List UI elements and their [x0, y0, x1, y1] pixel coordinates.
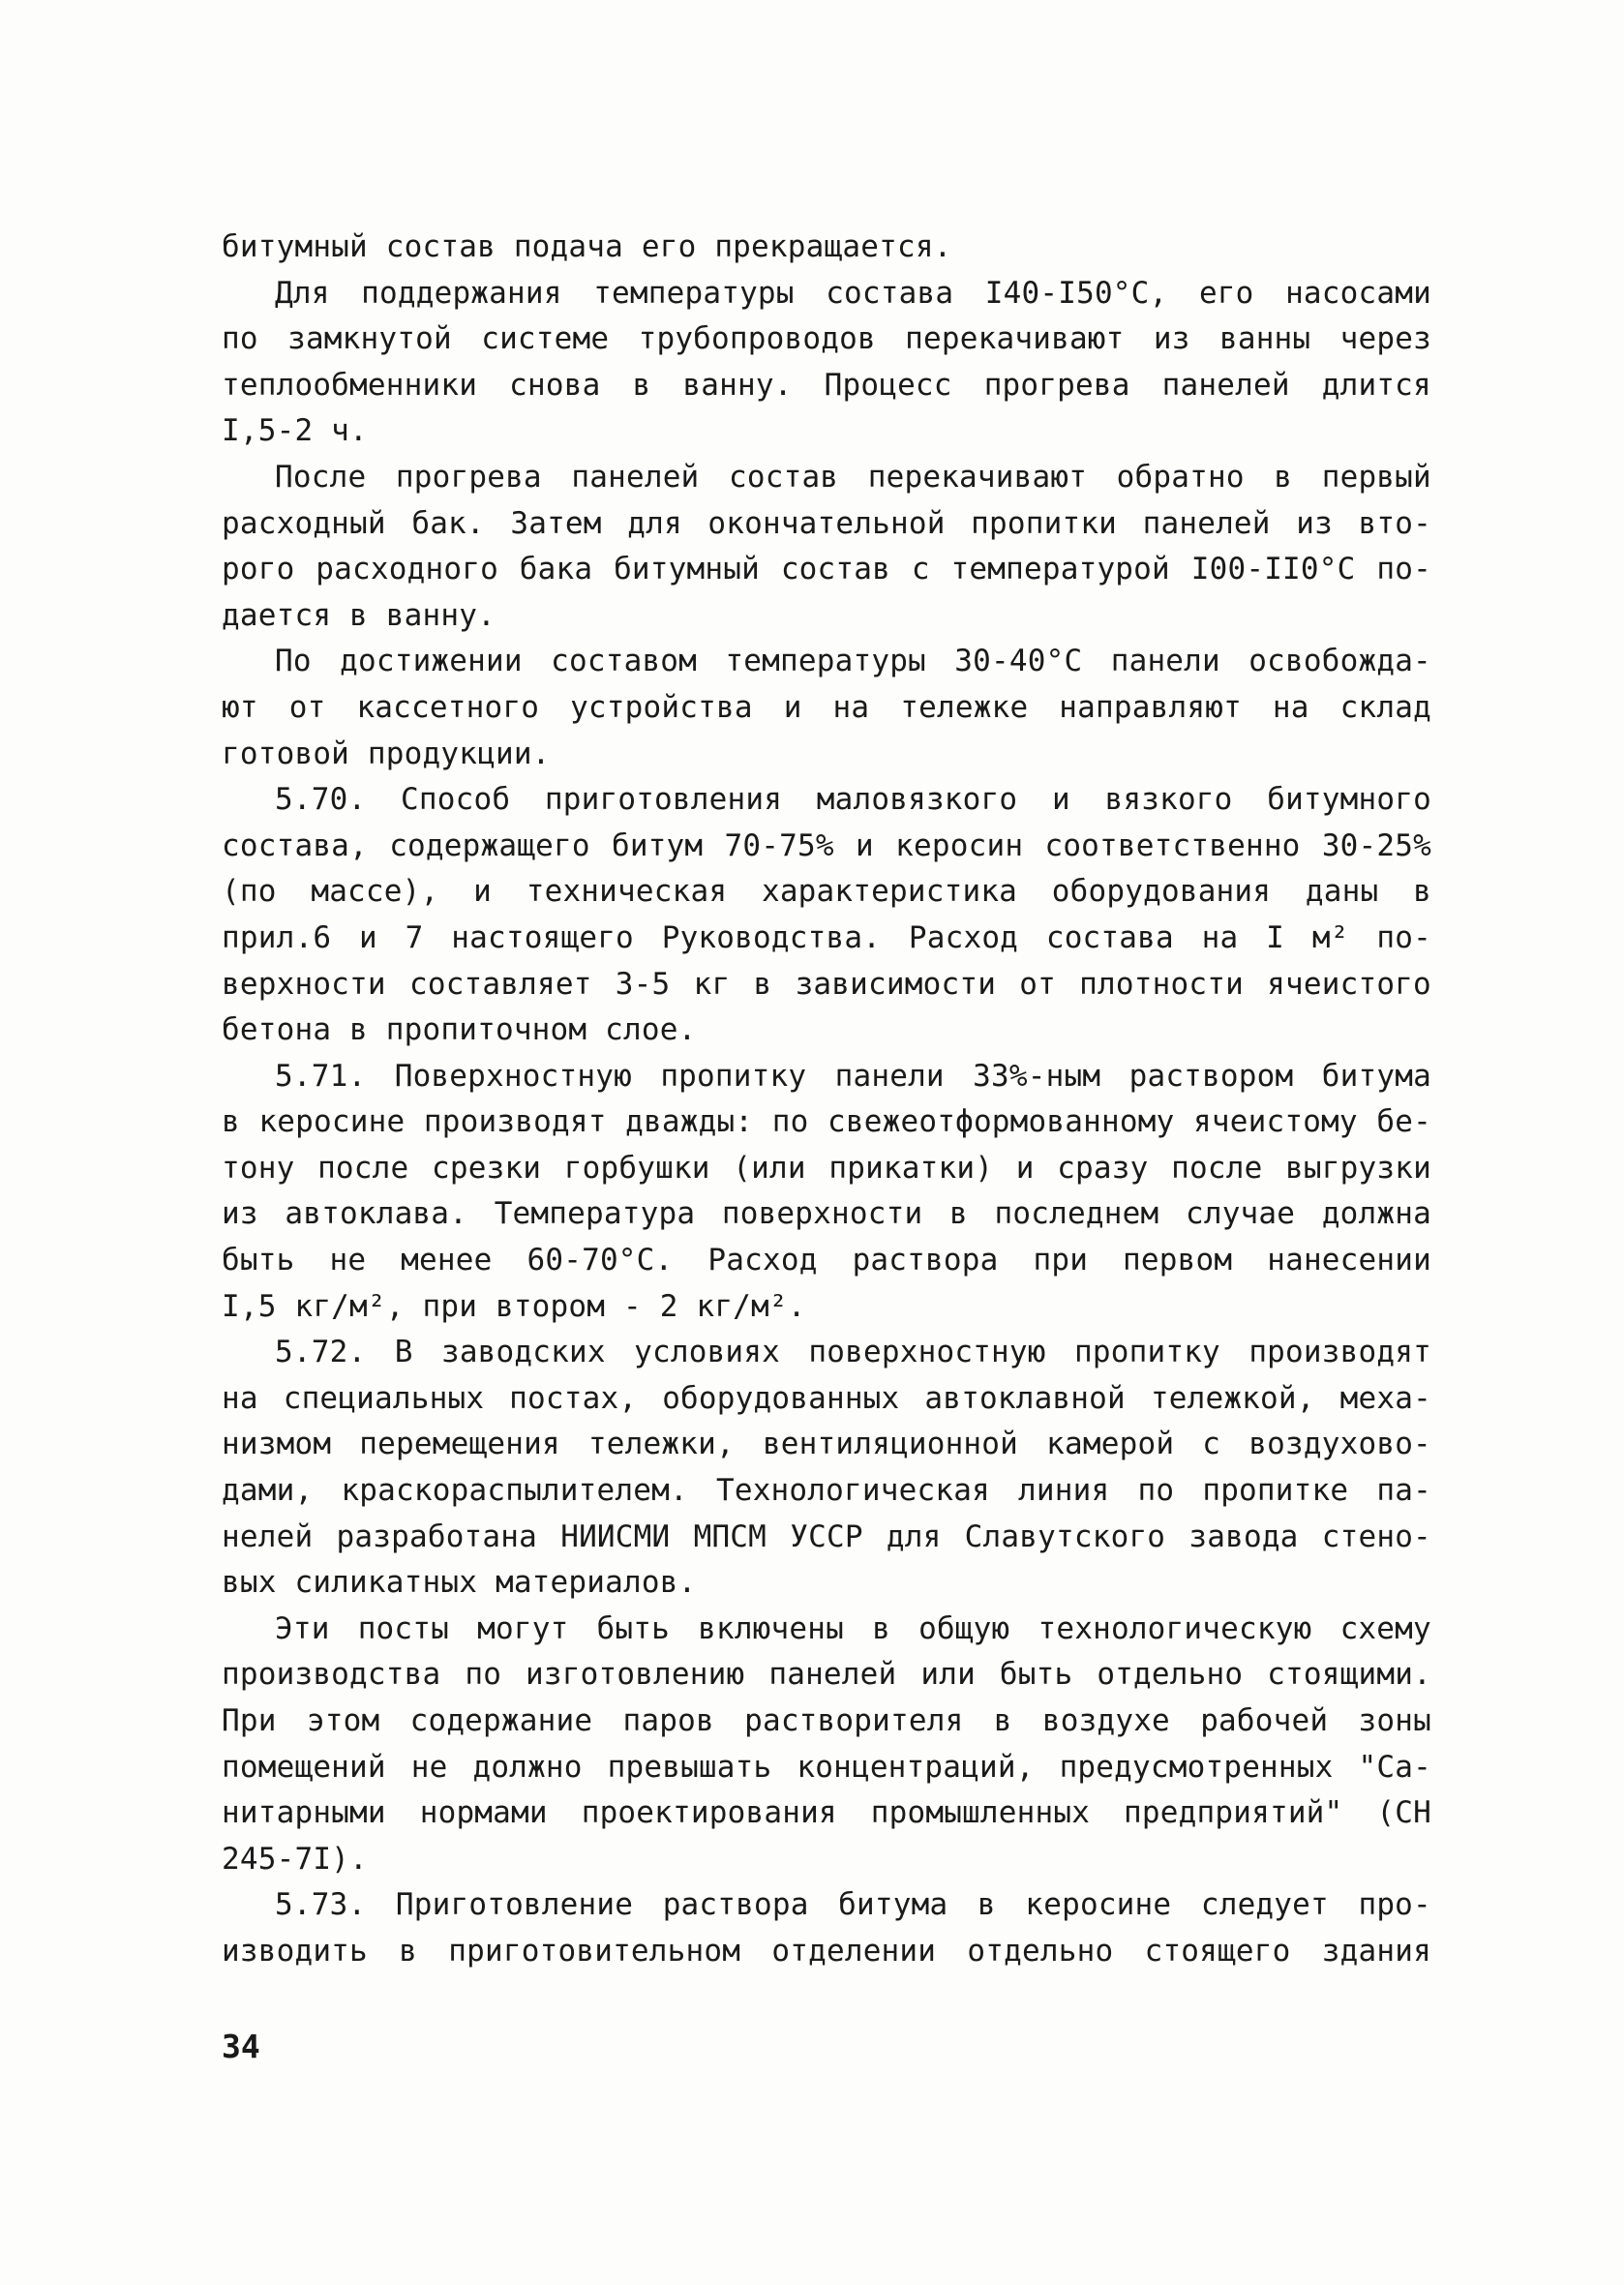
text-line: дается в ванну. — [222, 597, 496, 633]
text-line: вых силикатных материалов. — [222, 1565, 697, 1601]
text-line: I,5 кг/м², при втором - 2 кг/м². — [222, 1288, 806, 1324]
text-line: состава, содержащего битум 70-75% и керосин соответственно 30-25% — [222, 827, 1431, 863]
text-line: При этом содержание паров растворителя в воздухе рабочей зоны — [222, 1703, 1431, 1738]
text-line: в керосине производят дважды: по свежеотформованному ячеистому бе- — [222, 1104, 1431, 1140]
text-line: по замкнутой системе трубопроводов перекачивают из ванны через — [222, 321, 1431, 357]
text-line: помещений не должно превышать концентраций, предусмотренных "Са- — [222, 1749, 1431, 1785]
text-line: быть не менее 60-70°C. Расход раствора при первом нанесении — [222, 1243, 1431, 1278]
text-line: ют от кассетного устройства и на тележке направляют на склад — [222, 689, 1431, 725]
text-line: на специальных постах, оборудованных автоклавной тележкой, меха- — [222, 1380, 1431, 1416]
text-line: верхности составляет 3-5 кг в зависимости от плотности ячеистого — [222, 966, 1431, 1002]
text-line: Эти посты могут быть включены в общую технологическую схему — [275, 1610, 1431, 1646]
text-line: нитарными нормами проектирования промышленных предприятий" (СН — [222, 1795, 1431, 1831]
text-line: теплообменники снова в ванну. Процесс прогрева панелей длится — [222, 367, 1431, 403]
text-line: тону после срезки горбушки (или прикатки) и сразу после выгрузки — [222, 1150, 1431, 1186]
body-text — [222, 225, 1431, 1975]
text-line: бетона в пропиточном слое. — [222, 1012, 697, 1048]
text-line: 5.73. Приготовление раствора битума в керосине следует про- — [275, 1887, 1431, 1923]
text-line: битумный состав подача его прекращается. — [222, 229, 952, 264]
text-line: 5.70. Способ приготовления маловязкого и вязкого битумного — [275, 782, 1431, 818]
text-line: нелей разработана НИИСМИ МПСМ УССР для Славутского завода стено- — [222, 1518, 1431, 1554]
text-line: 245-7I). — [222, 1841, 368, 1877]
text-line: производства по изготовлению панелей или быть отдельно стоящими. — [222, 1657, 1431, 1693]
text-line: (по массе), и техническая характеристика оборудования даны в — [222, 874, 1431, 910]
text-line: прил.6 и 7 настоящего Руководства. Расход состава на I м² по- — [222, 919, 1431, 955]
text-line: 5.71. Поверхностную пропитку панели 33%-ным раствором битума — [275, 1058, 1431, 1094]
text-line: низмом перемещения тележки, вентиляционной камерой с воздухово- — [222, 1427, 1431, 1462]
page-number: 34 — [222, 2028, 260, 2065]
text-line: из автоклава. Температура поверхности в последнем случае должна — [222, 1196, 1431, 1232]
text-line: 5.72. В заводских условиях поверхностную пропитку производят — [275, 1335, 1431, 1370]
text-line: I,5-2 ч. — [222, 413, 368, 449]
text-line: После прогрева панелей состав перекачивают обратно в первый — [275, 459, 1431, 495]
text-line: расходный бак. Затем для окончательной пропитки панелей из вто- — [222, 505, 1431, 541]
text-line: Для поддержания температуры состава I40-I50°C, его насосами — [275, 275, 1431, 311]
text-line: рого расходного бака битумный состав с температурой I00-II0°C по- — [222, 552, 1431, 587]
text-line: изводить в приготовительном отделении отдельно стоящего здания — [222, 1933, 1431, 1969]
text-line: По достижении составом температуры 30-40°C панели освобожда- — [275, 644, 1431, 679]
text-line: готовой продукции. — [222, 736, 551, 771]
text-line: дами, краскораспылителем. Технологическая линия по пропитке па- — [222, 1473, 1431, 1509]
